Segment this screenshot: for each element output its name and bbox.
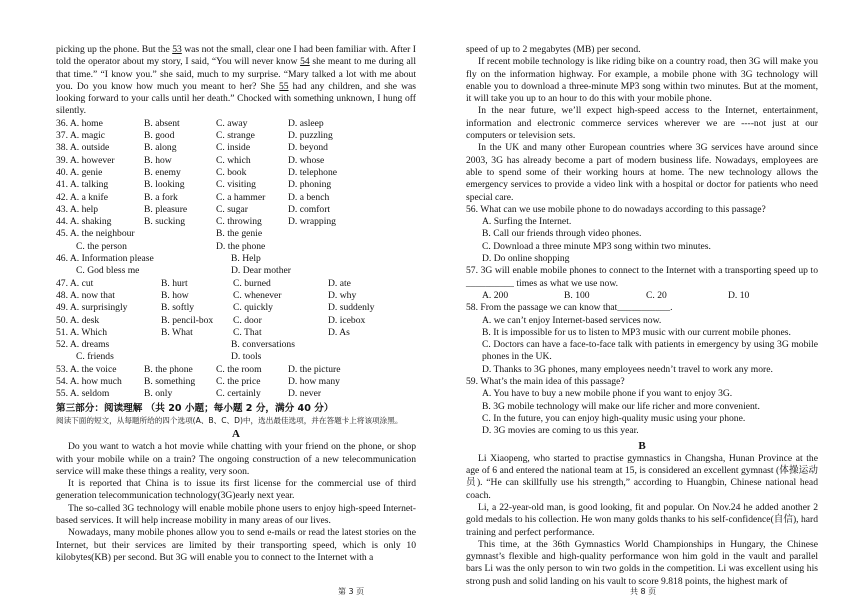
- option-a: 38. A. outside: [56, 142, 110, 154]
- question-56-option: B. Call our friends through video phones.: [482, 228, 642, 240]
- option-d: D. a bench: [288, 191, 330, 203]
- cloze-question-row: [56, 302, 416, 314]
- option-a: 47. A. cut: [56, 277, 94, 289]
- option-d: D. As: [328, 326, 350, 338]
- option-a: 41. A. talking: [56, 179, 109, 191]
- option-d: D. phoning: [288, 179, 332, 191]
- option-d: D. ate: [328, 277, 351, 289]
- option-d: D. the picture: [288, 363, 341, 375]
- option-a: 42. A. a knife: [56, 191, 108, 203]
- option-a: 49. A. surprisingly: [56, 302, 128, 314]
- cloze-question-45: 45. A. the neighbour B. the genie C. the person D. the phone: [56, 228, 266, 252]
- option-c: C. certainly: [216, 388, 261, 400]
- option-d: D. wrapping: [288, 216, 336, 228]
- option-c: C. a hammer: [216, 191, 266, 203]
- question-58-option: C. Doctors can have a face-to-face talk with patients in emergency by using 3G mobile phones in the UK.: [482, 339, 818, 363]
- cloze-options-47-51: [56, 278, 416, 339]
- option-b: B. pencil-box: [161, 314, 214, 326]
- question-58: 58. From the passage we can know that___________.: [466, 302, 673, 314]
- option-b: B. along: [144, 142, 177, 154]
- option-a: 37. A. magic: [56, 130, 106, 142]
- passage-b-paragraph: This time, at the 36th Gymnastics World Championships in Hungary, the Chinese gymnast’s flexible and high-quality performance won him gold in the vault and parallel bars Li was the only person to win two golds in the competition. Li was excellent using his strong push and solid landing on his vault to score 9.818 points, the highest mark of: [466, 538, 818, 587]
- passage-a-continued: speed of up to 2 megabytes (MB) per second.: [466, 44, 641, 55]
- cloze-question-row: [56, 142, 416, 154]
- option-d: D. never: [288, 388, 322, 400]
- question-56-option: A. Surfing the Internet.: [482, 216, 572, 228]
- option-b: B. hurt: [161, 277, 188, 289]
- cloze-question-46: 46. A. Information please B. Help C. God bless me D. Dear mother: [56, 253, 291, 277]
- option-c: C. whenever: [233, 289, 282, 301]
- cloze-question-row: [56, 179, 416, 191]
- passage-a-heading: A: [232, 427, 240, 440]
- option-a: 53. A. the voice: [56, 363, 117, 375]
- option-d: D. telephone: [288, 166, 338, 178]
- passage-a-paragraph: In the UK and many other European countries where 3G services have around since 2003, 3G has already become a part of modern business life. Nowadays, employees are able to spend some of their working hours at home. The new technology allows the emergency services to provide a video link with a hospital or doctor for patients who need special care.: [466, 142, 818, 203]
- option-b: B. softly: [161, 302, 195, 314]
- cloze-question-row: [56, 130, 416, 142]
- cloze-question-row: [56, 290, 416, 302]
- question-58-option: B. It is impossible for us to listen to MP3 music with our current mobile phones.: [482, 326, 791, 338]
- option-d: D. why: [328, 289, 357, 301]
- question-57-option: D. 10: [728, 289, 750, 301]
- option-b: B. good: [144, 130, 175, 142]
- cloze-question-row: [56, 315, 416, 327]
- cloze-question-row: [56, 364, 416, 376]
- blank-53: 53: [172, 44, 182, 55]
- option-c: C. inside: [216, 142, 251, 154]
- option-d: D. whose: [288, 154, 325, 166]
- passage-a-paragraph: In the near future, we’ll expect high-speed access to the Internet, entertainment, information and electronic commerce services wherever we are ----not just at our computers or television sets.: [466, 105, 818, 142]
- question-59-option: A. You have to buy a new mobile phone if you want to enjoy 3G.: [482, 388, 733, 400]
- option-c: C. strange: [216, 130, 255, 142]
- question-59-option: D. 3G movies are coming to us this year.: [482, 425, 639, 437]
- cloze-question-row: [56, 204, 416, 216]
- option-c: C. burned: [233, 277, 271, 289]
- passage-a-paragraph: Do you want to watch a hot movie while chatting with your friend on the phone, or shop with your mobile while on a train? The ongoing construction of a new telecommunication service will make these things a reality, very soon.: [56, 441, 416, 477]
- cloze-passage-end: picking up the phone. But the 53 was not the small, clear one I had been familiar with. After I told the operator about my story, I said, “You will never know 54 she meant to me during all that time.” “I know you.” she said, much to my surprise. “Mary talked a lot with me about you. Do you know how much you meant to her? She 55 had any children, and she was looking forward to your calls until her death.” Chocked with something unknown, I hung off silently.: [56, 44, 416, 117]
- left-column: [56, 44, 416, 564]
- option-c: C. quickly: [233, 302, 273, 314]
- option-d: D. icebox: [328, 314, 366, 326]
- question-57: 57. 3G will enable mobile phones to connect to the Internet with a transporting speed up to __________ times as what we use now.: [466, 265, 818, 289]
- passage-b-heading: B: [638, 439, 646, 452]
- option-b: B. pleasure: [144, 203, 188, 215]
- question-56-option: C. Download a three minute MP3 song within two minutes.: [482, 240, 711, 252]
- option-b: B. a fork: [144, 191, 178, 203]
- option-b: B. how: [161, 289, 189, 301]
- option-a: 43. A. help: [56, 203, 99, 215]
- question-58-option: D. Thanks to 3G phones, many employees needn’t travel to work any more.: [482, 363, 773, 375]
- option-d: D. asleep: [288, 117, 324, 129]
- section-title: 第三部分：阅读理解 （共 20 小题；每小题 2 分，满分 40 分）: [56, 402, 334, 414]
- passage-a-paragraph: The so-called 3G technology will enable mobile phone users to enjoy high-speed Internet-based services. It will help increase mobility in many areas of our lives.: [56, 502, 416, 526]
- option-a: 50. A. desk: [56, 314, 100, 326]
- option-c: C. book: [216, 166, 247, 178]
- option-a: 54. A. how much: [56, 376, 122, 388]
- cloze-question-row: [56, 118, 416, 130]
- option-d: D. beyond: [288, 142, 328, 154]
- passage-a-paragraph: Nowadays, many mobile phones allow you to send e-mails or read the latest stories on the Internet, but their services are limited by their transporting speed, which is only 10 kilobytes(KB) per second. But 3G will enable you to connect to the Internet with a: [56, 527, 416, 563]
- question-57-option: B. 100: [564, 289, 590, 301]
- option-b: B. looking: [144, 179, 185, 191]
- cloze-question-row: [56, 278, 416, 290]
- option-a: 39. A. however: [56, 154, 115, 166]
- question-56: 56. What can we use mobile phone to do nowadays according to this passage?: [466, 203, 766, 215]
- option-a: 36. A. home: [56, 117, 103, 129]
- option-c: C. sugar: [216, 203, 248, 215]
- option-b: B. the phone: [144, 363, 193, 375]
- option-a: 55. A. seldom: [56, 388, 110, 400]
- cloze-question-row: [56, 155, 416, 167]
- blank-55: 55: [278, 80, 289, 92]
- cloze-question-row: [56, 167, 416, 179]
- option-d: D. puzzling: [288, 130, 333, 142]
- question-58-option: A. we can’t enjoy Internet-based services now.: [482, 314, 662, 326]
- option-b: B. absent: [144, 117, 180, 129]
- question-59-option: C. In the future, you can enjoy high-quality music using your phone.: [482, 412, 746, 424]
- cloze-question-row: [56, 376, 416, 388]
- question-57-option: A. 200: [482, 289, 509, 301]
- option-b: B. something: [144, 376, 196, 388]
- cloze-question-row: [56, 327, 416, 339]
- option-c: C. away: [216, 117, 248, 129]
- question-57-options: [466, 290, 818, 302]
- option-a: 40. A. genie: [56, 166, 103, 178]
- question-59: 59. What’s the main idea of this passage?: [466, 376, 625, 388]
- option-d: D. comfort: [288, 203, 331, 215]
- cloze-question-row: [56, 192, 416, 204]
- passage-b-paragraph: Li Xiaopeng, who started to practise gymnastics in Changsha, Hunan Province at the age of 6 and entered the national team at 15, is considered an excellent gymnast (体操运动员). “He can skillfully use his strength,” according to Huangbin, Chinese national head coach.: [466, 452, 818, 501]
- page-number-left: 第 3 页: [338, 587, 365, 596]
- option-c: C. the price: [216, 376, 261, 388]
- blank-54: 54: [300, 56, 310, 68]
- cloze-question-52: 52. A. dreams B. conversations C. friends D. tools: [56, 339, 295, 363]
- passage-a-paragraph: If recent mobile technology is like riding bike on a country road, then 3G will make you fly on the information highway. For example, a mobile phone with 3G technology will enable you to download a three-minute MP3 song within two minutes. But at the moment, it will take you up to an hour to do this with your mobile phone.: [466, 56, 818, 105]
- option-a: 44. A. shaking: [56, 216, 112, 228]
- option-c: C. door: [233, 314, 262, 326]
- cloze-options-36-44: [56, 118, 416, 229]
- option-a: 48. A. now that: [56, 289, 115, 301]
- question-56-option: D. Do online shopping: [482, 253, 570, 265]
- option-b: B. enemy: [144, 166, 181, 178]
- option-d: D. how many: [288, 376, 340, 388]
- option-b: B. how: [144, 154, 172, 166]
- right-column: [466, 44, 818, 588]
- option-c: C. visiting: [216, 179, 256, 191]
- cloze-options-53-55: [56, 364, 416, 401]
- option-c: C. which: [216, 154, 251, 166]
- option-c: C. the room: [216, 363, 262, 375]
- option-b: B. What: [161, 326, 193, 338]
- passage-a-paragraph: It is reported that China is to issue its first license for the commercial use of third generation telecommunication technology(3G)early next year.: [56, 478, 416, 502]
- option-a: 51. A. Which: [56, 326, 107, 338]
- section-instructions: 阅读下面的短文，从每题所给的四个选项(A、B、C、D)中，选出最佳选项，并在答题卡上将该项涂黑。: [56, 415, 403, 425]
- option-b: B. sucking: [144, 216, 186, 228]
- option-b: B. only: [144, 388, 173, 400]
- page-total-right: 共 8 页: [630, 587, 657, 596]
- option-c: C. That: [233, 326, 262, 338]
- passage-b-paragraph: Li, a 22-year-old man, is good looking, fit and popular. On Nov.24 he added another 2 gold medals to his collection. He won many golds thanks to his self-confidence(自信), hard training and perfect performance.: [466, 501, 818, 538]
- option-d: D. suddenly: [328, 302, 375, 314]
- question-57-option: C. 20: [646, 289, 667, 301]
- question-59-option: B. 3G mobile technology will make our life richer and more convenient.: [482, 400, 760, 412]
- option-c: C. throwing: [216, 216, 262, 228]
- cloze-question-row: [56, 216, 416, 228]
- cloze-question-row: [56, 388, 416, 400]
